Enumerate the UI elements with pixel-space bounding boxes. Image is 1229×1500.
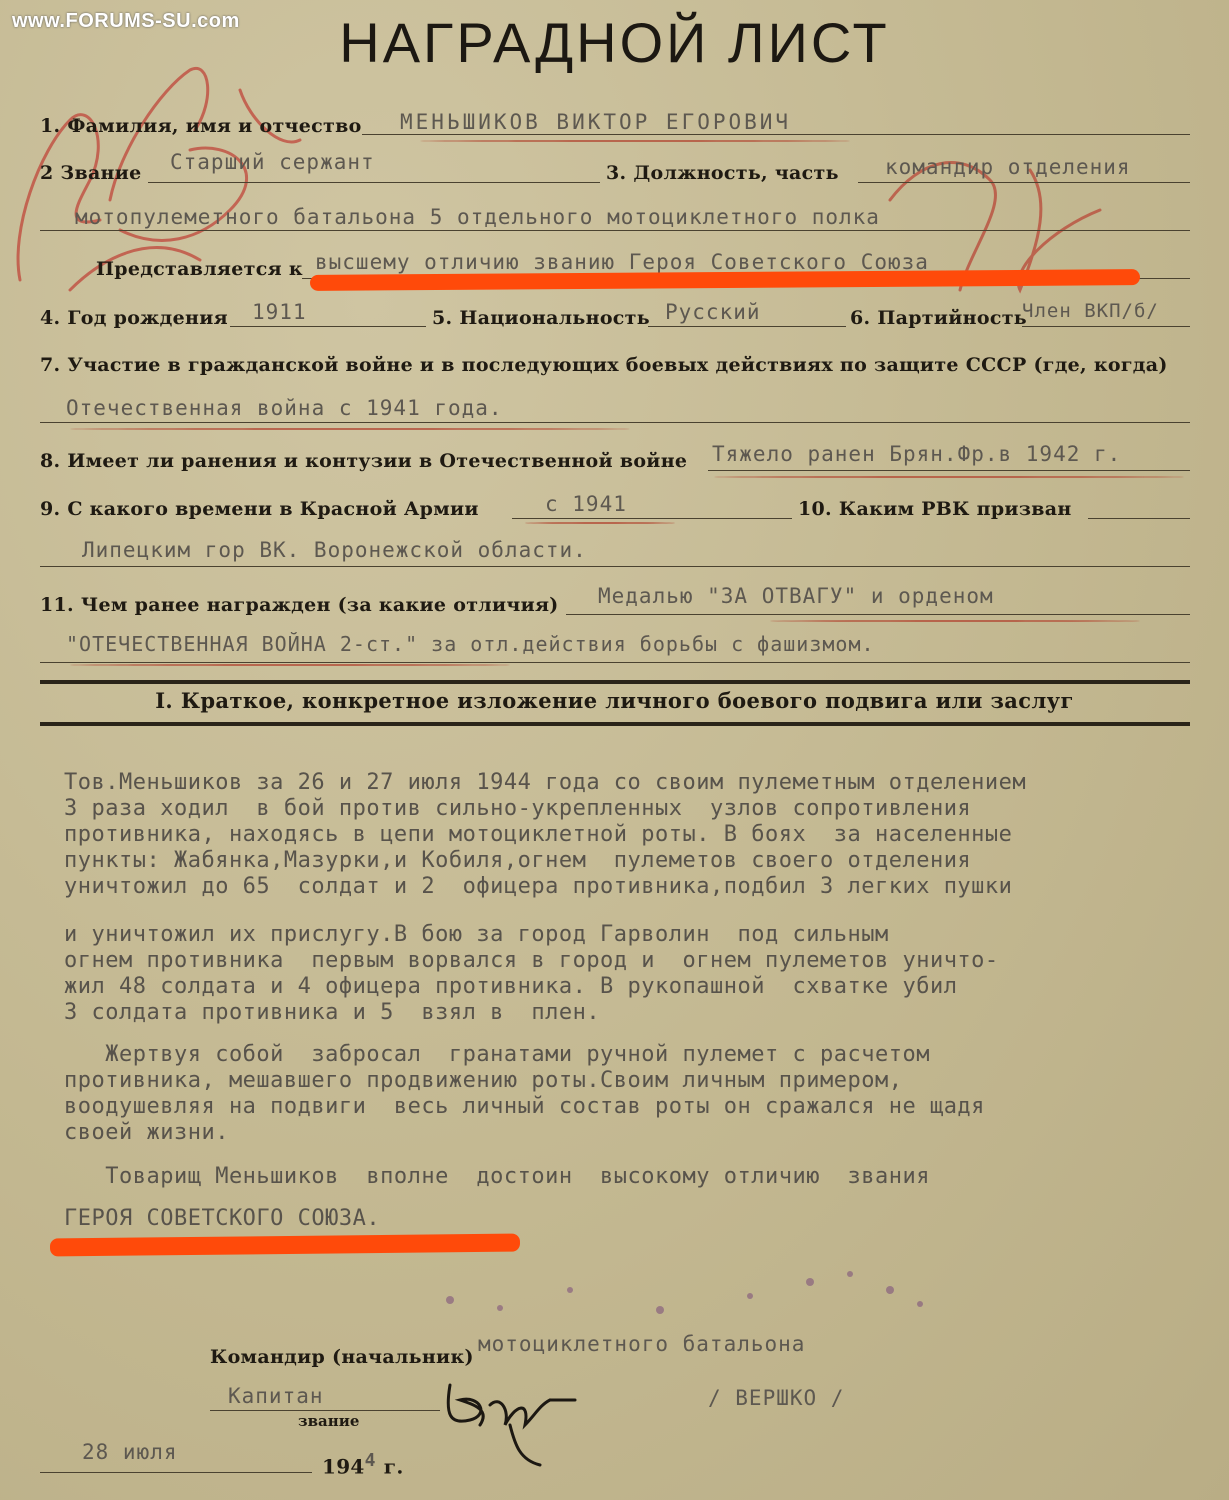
field-rvk-label: 10. Каким РВК призван bbox=[798, 498, 1072, 520]
signature-icon bbox=[440, 1365, 580, 1475]
field-service-label: 9. С какого времени в Красной Армии bbox=[40, 498, 479, 520]
narrative-line: уничтожил до 65 солдат и 2 офицера противника,подбил 3 легких пушки bbox=[64, 874, 1013, 899]
narrative-line: и уничтожил их прислугу.В бою за город Гарволин под сильным bbox=[64, 922, 889, 947]
narrative-line: ГЕРОЯ СОВЕТСКОГО СОЮЗА. bbox=[64, 1206, 381, 1231]
narrative-line: пункты: Жабянка,Мазурки,и Кобиля,огнем пулеметов своего отделения bbox=[64, 848, 972, 873]
section-rule-top bbox=[40, 680, 1190, 684]
field-combat-label: 7. Участие в гражданской войне и в последующих боевых действиях по защите СССР (где, когда) bbox=[40, 354, 1168, 376]
field-awards-line bbox=[566, 614, 1190, 615]
field-nationality-value: Русский bbox=[665, 300, 761, 324]
field-rank-line bbox=[148, 182, 600, 183]
field-party-line bbox=[1022, 326, 1190, 327]
commander-label: Командир (начальник) bbox=[210, 1346, 474, 1368]
field-wounds-value: Тяжело ранен Брян.Фр.в 1942 г. bbox=[712, 442, 1122, 466]
narrative-line: жил 48 солдата и 4 офицера противника. В рукопашной схватке убил bbox=[64, 974, 958, 999]
rank-caption: звание bbox=[298, 1412, 360, 1430]
field-position-label: 3. Должность, часть bbox=[606, 162, 839, 184]
field-rank-label: 2 Звание bbox=[40, 162, 142, 184]
document-title: НАГРАДНОЙ ЛИСТ bbox=[339, 11, 890, 74]
section-rule-bottom bbox=[40, 722, 1190, 726]
date-line bbox=[40, 1472, 312, 1473]
date-year-digit: 4 bbox=[364, 1450, 377, 1471]
field-nationality-line bbox=[648, 326, 846, 327]
presented-value: высшему отличию званию Героя Советского Союза bbox=[315, 250, 929, 274]
field-nationality-label: 5. Национальность bbox=[432, 307, 650, 329]
field-awards-value: Медалью "ЗА ОТВАГУ" и орденом bbox=[598, 584, 994, 608]
field-combat-value: Отечественная война с 1941 года. bbox=[66, 396, 503, 420]
field-rank-value: Старший сержант bbox=[170, 150, 375, 174]
red-underline bbox=[70, 428, 630, 430]
narrative-line: Жертвуя собой забросал гранатами ручной пулемет с расчетом bbox=[64, 1042, 930, 1067]
field-position-value-2: мотопулеметного батальона 5 отдельного мотоциклетного полка bbox=[75, 205, 880, 229]
red-underline bbox=[420, 140, 850, 142]
red-underline bbox=[714, 476, 1184, 478]
presented-label: Представляется к bbox=[96, 258, 303, 280]
field-birth-label: 4. Год рождения bbox=[40, 307, 228, 329]
narrative-line: огнем противника первым ворвался в город и огнем пулеметов уничто- bbox=[64, 948, 999, 973]
section-title: I. Краткое, конкретное изложение личного боевого подвига или заслуг bbox=[155, 688, 1074, 713]
narrative-line: воодушевляя на подвиги весь личный состав роты он сражался не щадя bbox=[64, 1094, 985, 1119]
field-wounds-line bbox=[708, 470, 1190, 471]
field-awards-value-2: "ОТЕЧЕСТВЕННАЯ ВОЙНА 2-ст." за отл.действия борьбы с фашизмом. bbox=[66, 632, 875, 656]
field-awards-label: 11. Чем ранее награжден (за какие отличия) bbox=[40, 594, 559, 616]
field-position-value: командир отделения bbox=[885, 155, 1131, 179]
narrative-line: своей жизни. bbox=[64, 1120, 229, 1145]
field-wounds-label: 8. Имеет ли ранения и контузии в Отечественной войне bbox=[40, 450, 688, 472]
field-birth-value: 1911 bbox=[252, 300, 307, 324]
field-service-line bbox=[512, 518, 792, 519]
field-position-line-2 bbox=[40, 230, 1190, 231]
field-party-label: 6. Партийность bbox=[850, 307, 1027, 329]
field-rvk-value: Липецким гор ВК. Воронежской области. bbox=[82, 538, 587, 562]
field-combat-line bbox=[40, 422, 1190, 423]
date-day: 28 июля bbox=[82, 1440, 178, 1464]
red-underline bbox=[525, 522, 675, 524]
rank-value: Капитан bbox=[228, 1384, 324, 1408]
red-underline bbox=[70, 664, 510, 666]
field-name-line bbox=[362, 134, 1190, 135]
narrative-line: Тов.Меньшиков за 26 и 27 июля 1944 года со своим пулеметным отделением bbox=[64, 770, 1027, 795]
site-watermark: www.FORUMS-SU.com bbox=[12, 10, 240, 32]
red-underline bbox=[770, 620, 1140, 622]
narrative-line: 3 солдата противника и 5 взял в плен. bbox=[64, 1000, 601, 1025]
field-name-value: МЕНЬШИКОВ ВИКТОР ЕГОРОВИЧ bbox=[400, 110, 792, 134]
signatory-name: / ВЕРШКО / bbox=[708, 1386, 845, 1410]
commander-unit: мотоциклетного батальона bbox=[478, 1332, 806, 1356]
stamp-mark-icon bbox=[420, 1260, 940, 1340]
field-awards-line-2 bbox=[40, 662, 1190, 663]
narrative-line: противника, находясь в цепи мотоциклетной роты. В боях за населенные bbox=[64, 822, 1013, 847]
narrative-line: противника, мешавшего продвижению роты.Своим личным примером, bbox=[64, 1068, 903, 1093]
field-rvk-line-2 bbox=[40, 566, 1190, 567]
narrative-line: 3 раза ходил в бой против сильно-укрепленных узлов сопротивления bbox=[64, 796, 972, 821]
field-position-line bbox=[858, 182, 1190, 183]
field-service-value: с 1941 bbox=[545, 492, 627, 516]
date-year bbox=[322, 1450, 404, 1479]
date-year-prefix: 194 bbox=[322, 1454, 365, 1479]
field-rvk-line bbox=[1088, 518, 1190, 519]
narrative-line: Товарищ Меньшиков вполне достоин высокому отличию звания bbox=[64, 1164, 930, 1189]
field-birth-line bbox=[230, 326, 426, 327]
field-name-label: 1. Фамилия, имя и отчество bbox=[40, 115, 362, 137]
date-suffix: г. bbox=[383, 1454, 404, 1479]
orange-highlight-bottom bbox=[50, 1234, 520, 1257]
rank-line bbox=[210, 1410, 440, 1411]
field-party-value: Член ВКП/б/ bbox=[1022, 300, 1159, 322]
